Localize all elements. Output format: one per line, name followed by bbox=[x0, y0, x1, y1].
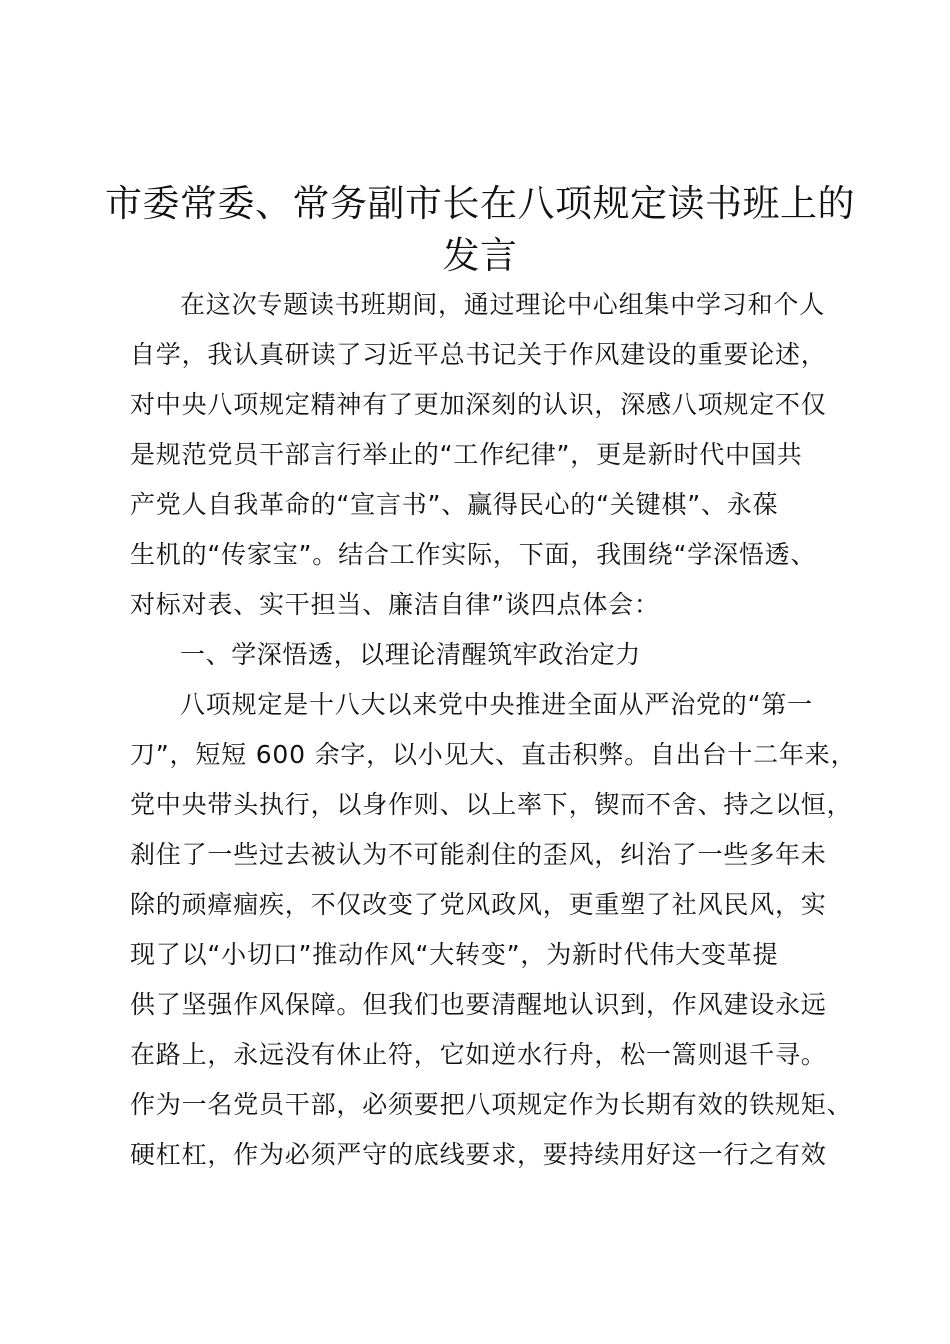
paragraph-1-line-7: 对标对表、实干担当、廉洁自律”谈四点体会： bbox=[130, 590, 660, 619]
paragraph-1-line-5: 产党人自我革命的“宣言书”、赢得民心的“关键棋”、永葆 bbox=[130, 490, 779, 519]
paragraph-2-line-10: 硬杠杠，作为必须严守的底线要求，要持续用好这一行之有效 bbox=[130, 1140, 827, 1169]
paragraph-1-line-2: 自学，我认真研读了习近平总书记关于作风建设的重要论述， bbox=[130, 340, 827, 369]
paragraph-1-line-6: 生机的“传家宝”。结合工作实际，下面，我围绕“学深悟透、 bbox=[130, 540, 817, 569]
title-line-1: 市委常委、常务副市长在八项规定读书班上的 bbox=[105, 182, 855, 225]
document-title bbox=[100, 178, 860, 282]
paragraph-2-line-5: 除的顽瘴痼疾，不仅改变了党风政风，更重塑了社风民风，实 bbox=[130, 890, 827, 919]
title-line-2: 发言 bbox=[442, 234, 518, 277]
paragraph-2-line-3: 党中央带头执行，以身作则、以上率下，锲而不舍、持之以恒， bbox=[130, 790, 853, 819]
paragraph-1-line-4: 是规范党员干部言行举止的“工作纪律”，更是新时代中国共 bbox=[130, 440, 803, 469]
paragraph-2-line-7: 供了坚强作风保障。但我们也要清醒地认识到，作风建设永远 bbox=[130, 990, 827, 1019]
paragraph-1-line-1: 在这次专题读书班期间，通过理论中心组集中学习和个人 bbox=[180, 290, 826, 319]
paragraph-2-line-6: 现了以“小切口”推动作风“大转变”，为新时代伟大变革提 bbox=[130, 940, 779, 969]
section-1-heading: 一、学深悟透，以理论清醒筑牢政治定力 bbox=[180, 640, 641, 669]
paragraph-1-line-3: 对中央八项规定精神有了更加深刻的认识，深感八项规定不仅 bbox=[130, 390, 827, 419]
paragraph-2-line-2: 刀”，短短 600 余字，以小见大、直击积弊。自出台十二年来， bbox=[130, 740, 857, 769]
paragraph-2-line-8: 在路上，永远没有休止符，它如逆水行舟，松一篙则退千寻。 bbox=[130, 1040, 827, 1069]
paragraph-2-line-4: 刹住了一些过去被认为不可能刹住的歪风，纠治了一些多年未 bbox=[130, 840, 827, 869]
paragraph-2-line-9: 作为一名党员干部，必须要把八项规定作为长期有效的铁规矩、 bbox=[130, 1090, 853, 1119]
paragraph-2-line-1: 八项规定是十八大以来党中央推进全面从严治党的“第一 bbox=[180, 690, 813, 719]
